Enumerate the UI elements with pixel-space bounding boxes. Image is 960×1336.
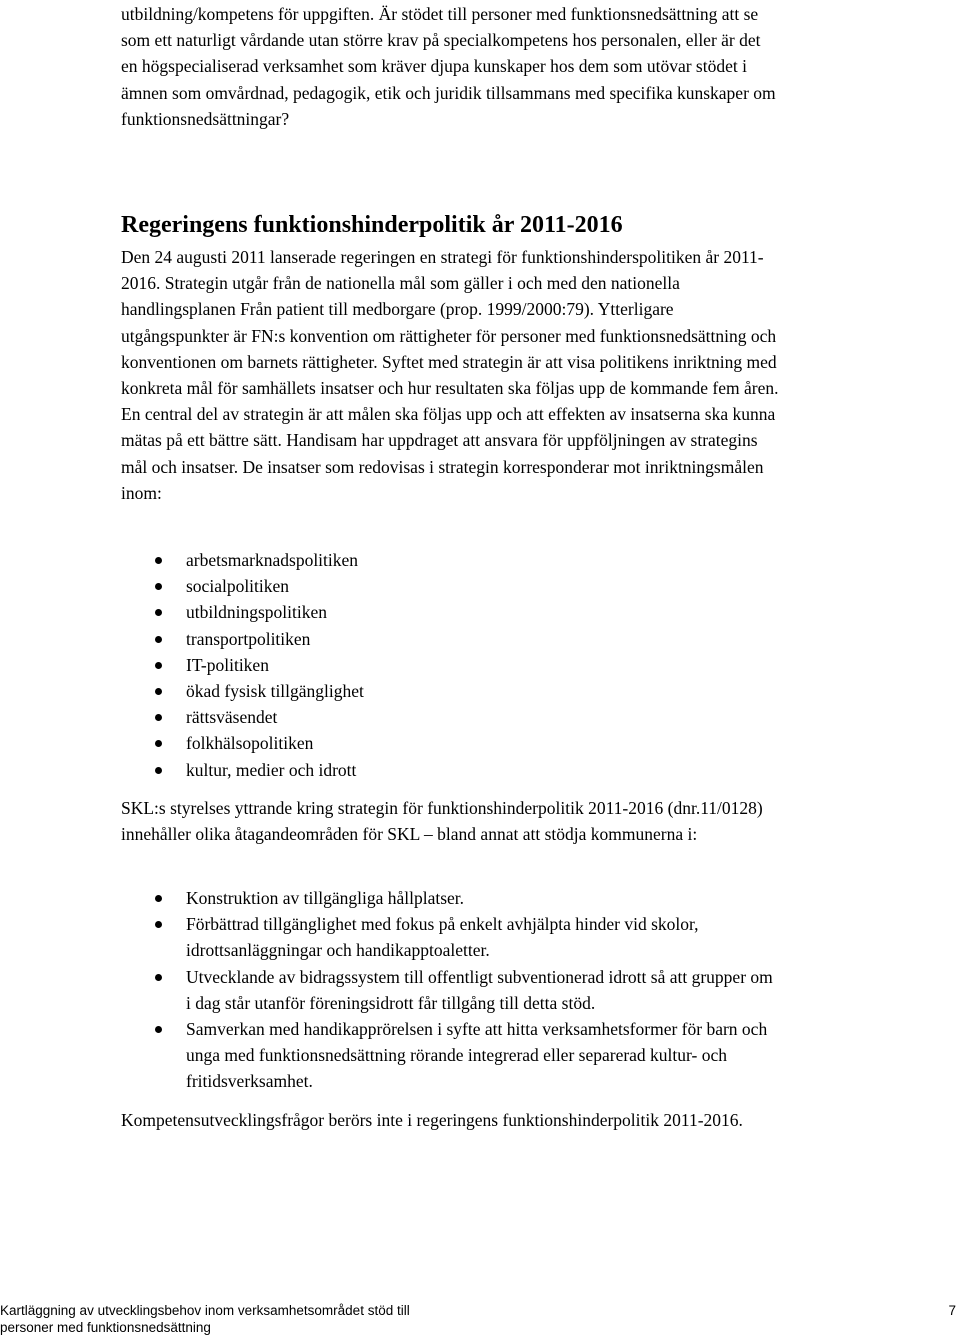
list-item: utbildningspolitiken	[121, 599, 781, 625]
section-heading: Regeringens funktionshinderpolitik år 2011-2016	[121, 212, 623, 238]
bullet-icon	[155, 974, 162, 981]
bullet-icon	[155, 636, 162, 643]
skl-items-block	[121, 885, 781, 1095]
bullet-icon	[155, 1026, 162, 1033]
list-item: rättsväsendet	[121, 704, 781, 730]
bullet-icon	[155, 921, 162, 928]
list-item: Förbättrad tillgänglighet med fokus på enkelt avhjälpta hinder vid skolor, idrottsanläggningar och handikapptoaletter.	[121, 911, 781, 963]
policy-areas-list	[121, 547, 781, 783]
bullet-icon	[155, 583, 162, 590]
list-item: IT-politiken	[121, 652, 781, 678]
skl-paragraph-block	[121, 795, 781, 847]
bullet-icon	[155, 740, 162, 747]
list-item: socialpolitiken	[121, 573, 781, 599]
footer-text: Kartläggning av utvecklingsbehov inom verksamhetsområdet stöd till personer med funktionsnedsättning	[0, 1303, 410, 1335]
document-body	[121, 0, 781, 1130]
main-paragraph-block	[121, 244, 781, 506]
page-number: 7	[948, 1303, 956, 1318]
list-item: Utvecklande av bidragssystem till offentligt subventionerad idrott så att grupper om i dag står utanför föreningsidrott får tillgång till detta stöd.	[121, 964, 781, 1016]
bullet-icon	[155, 767, 162, 774]
skl-items-list	[121, 885, 781, 1095]
intro-paragraph: utbildning/kompetens för uppgiften. Är stödet till personer med funktionsnedsättning att se som ett naturligt vårdande utan större krav på specialkompetens hos personalen, eller är det en högspecialiserad verksamhet som kräver djupa kunskaper hos dem som utövar stödet i ämnen som omvårdnad, pedagogik, etik och juridik tillsammans med specifika kunskaper om funktionsnedsättningar?	[121, 4, 776, 129]
list-item: Konstruktion av tillgängliga hållplatser.	[121, 885, 781, 911]
closing-paragraph: Kompetensutvecklingsfrågor berörs inte i regeringens funktionshinderpolitik 2011-2016.	[121, 1110, 743, 1130]
list-item: Samverkan med handikapprörelsen i syfte att hitta verksamhetsformer för barn och unga med funktionsnedsättning rörande integrerad eller separerad kultur- och fritidsverksamhet.	[121, 1016, 781, 1095]
list-item: arbetsmarknadspolitiken	[121, 547, 781, 573]
main-paragraph: Den 24 augusti 2011 lanserade regeringen en strategi för funktionshinderspolitiken år 2011-2016. Strategin utgår från de nationella mål som gäller i och med den nationella handlingsplanen Från patient till medborgare (prop. 1999/2000:79). Ytterligare utgångspunkter är FN:s konvention om rättigheter för personer med funktionsnedsättning och konventionen om barnets rättigheter. Syftet med strategin är att visa politikens inriktning med konkreta mål för samhällets insatser och hur resultaten ska följas upp de kommande fem åren. En central del av strategin är att målen ska följas upp och att effekten av insatserna ska kunna mätas på ett bättre sätt. Handisam har uppdraget att ansvara för uppföljningen av strategins mål och insatser. De insatser som redovisas i strategin korresponderar mot inriktningsmålen inom:	[121, 247, 779, 503]
bullet-icon	[155, 688, 162, 695]
list-item: folkhälsopolitiken	[121, 730, 781, 756]
list-item: kultur, medier och idrott	[121, 757, 781, 783]
policy-areas-block	[121, 547, 781, 783]
bullet-icon	[155, 662, 162, 669]
bullet-icon	[155, 557, 162, 564]
skl-paragraph: SKL:s styrelses yttrande kring strategin för funktionshinderpolitik 2011-2016 (dnr.11/0128) innehåller olika åtagandeområden för SKL – bland annat att stödja kommunerna i:	[121, 798, 763, 845]
closing-paragraph-block	[121, 1107, 781, 1133]
list-item: transportpolitiken	[121, 626, 781, 652]
bullet-icon	[155, 895, 162, 902]
list-item: ökad fysisk tillgänglighet	[121, 678, 781, 704]
bullet-icon	[155, 609, 162, 616]
bullet-icon	[155, 714, 162, 721]
